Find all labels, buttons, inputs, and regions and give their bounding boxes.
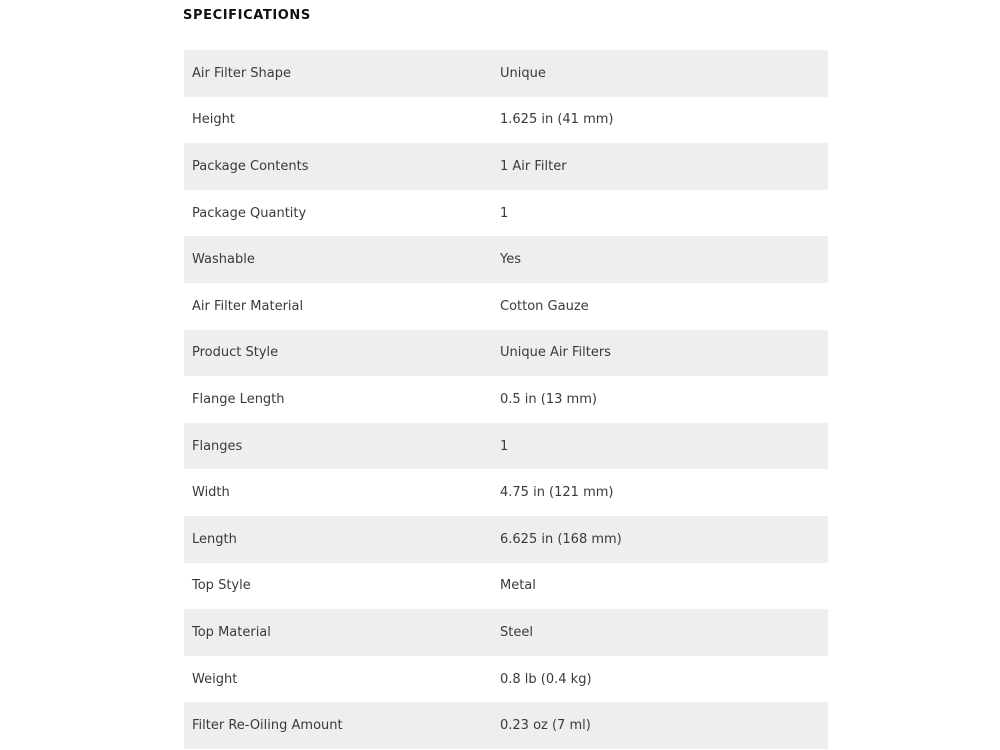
spec-row [184, 702, 828, 749]
spec-row [184, 330, 828, 377]
spec-value: Unique [500, 65, 546, 81]
specifications-heading: SPECIFICATIONS [183, 8, 311, 23]
spec-row [184, 656, 828, 703]
spec-value: Unique Air Filters [500, 345, 611, 361]
spec-label: Top Style [192, 578, 251, 594]
spec-label: Length [192, 531, 237, 547]
spec-value: 0.23 oz (7 ml) [500, 718, 591, 734]
spec-value: 1.625 in (41 mm) [500, 112, 614, 128]
spec-row [184, 609, 828, 656]
specifications-table [184, 50, 828, 749]
spec-value: 1 [500, 205, 509, 221]
spec-row [184, 423, 828, 470]
spec-value: 4.75 in (121 mm) [500, 485, 614, 501]
spec-label: Package Quantity [192, 205, 307, 221]
spec-row [184, 469, 828, 516]
spec-label: Top Material [192, 624, 271, 640]
spec-row [184, 190, 828, 237]
spec-row [184, 563, 828, 610]
spec-label: Air Filter Material [192, 298, 304, 314]
spec-row [184, 516, 828, 563]
spec-label: Filter Re-Oiling Amount [192, 718, 343, 734]
spec-row [184, 97, 828, 144]
spec-value: Metal [500, 578, 536, 594]
spec-value: 6.625 in (168 mm) [500, 531, 622, 547]
spec-row [184, 376, 828, 423]
spec-value: Cotton Gauze [500, 298, 589, 314]
spec-label: Flange Length [192, 391, 285, 407]
spec-label: Weight [192, 671, 238, 687]
spec-label: Flanges [192, 438, 243, 454]
spec-label: Air Filter Shape [192, 65, 292, 81]
spec-value: Steel [500, 624, 533, 640]
spec-label: Width [192, 485, 230, 501]
spec-value: 1 [500, 438, 509, 454]
spec-value: 1 Air Filter [500, 158, 567, 174]
spec-row [184, 283, 828, 330]
spec-value: 0.8 lb (0.4 kg) [500, 671, 592, 687]
spec-label: Height [192, 112, 235, 128]
spec-row [184, 236, 828, 283]
spec-value: Yes [500, 252, 521, 268]
spec-label: Washable [192, 252, 255, 268]
spec-value: 0.5 in (13 mm) [500, 391, 597, 407]
spec-label: Product Style [192, 345, 279, 361]
spec-label: Package Contents [192, 158, 309, 174]
spec-row [184, 50, 828, 97]
spec-row [184, 143, 828, 190]
